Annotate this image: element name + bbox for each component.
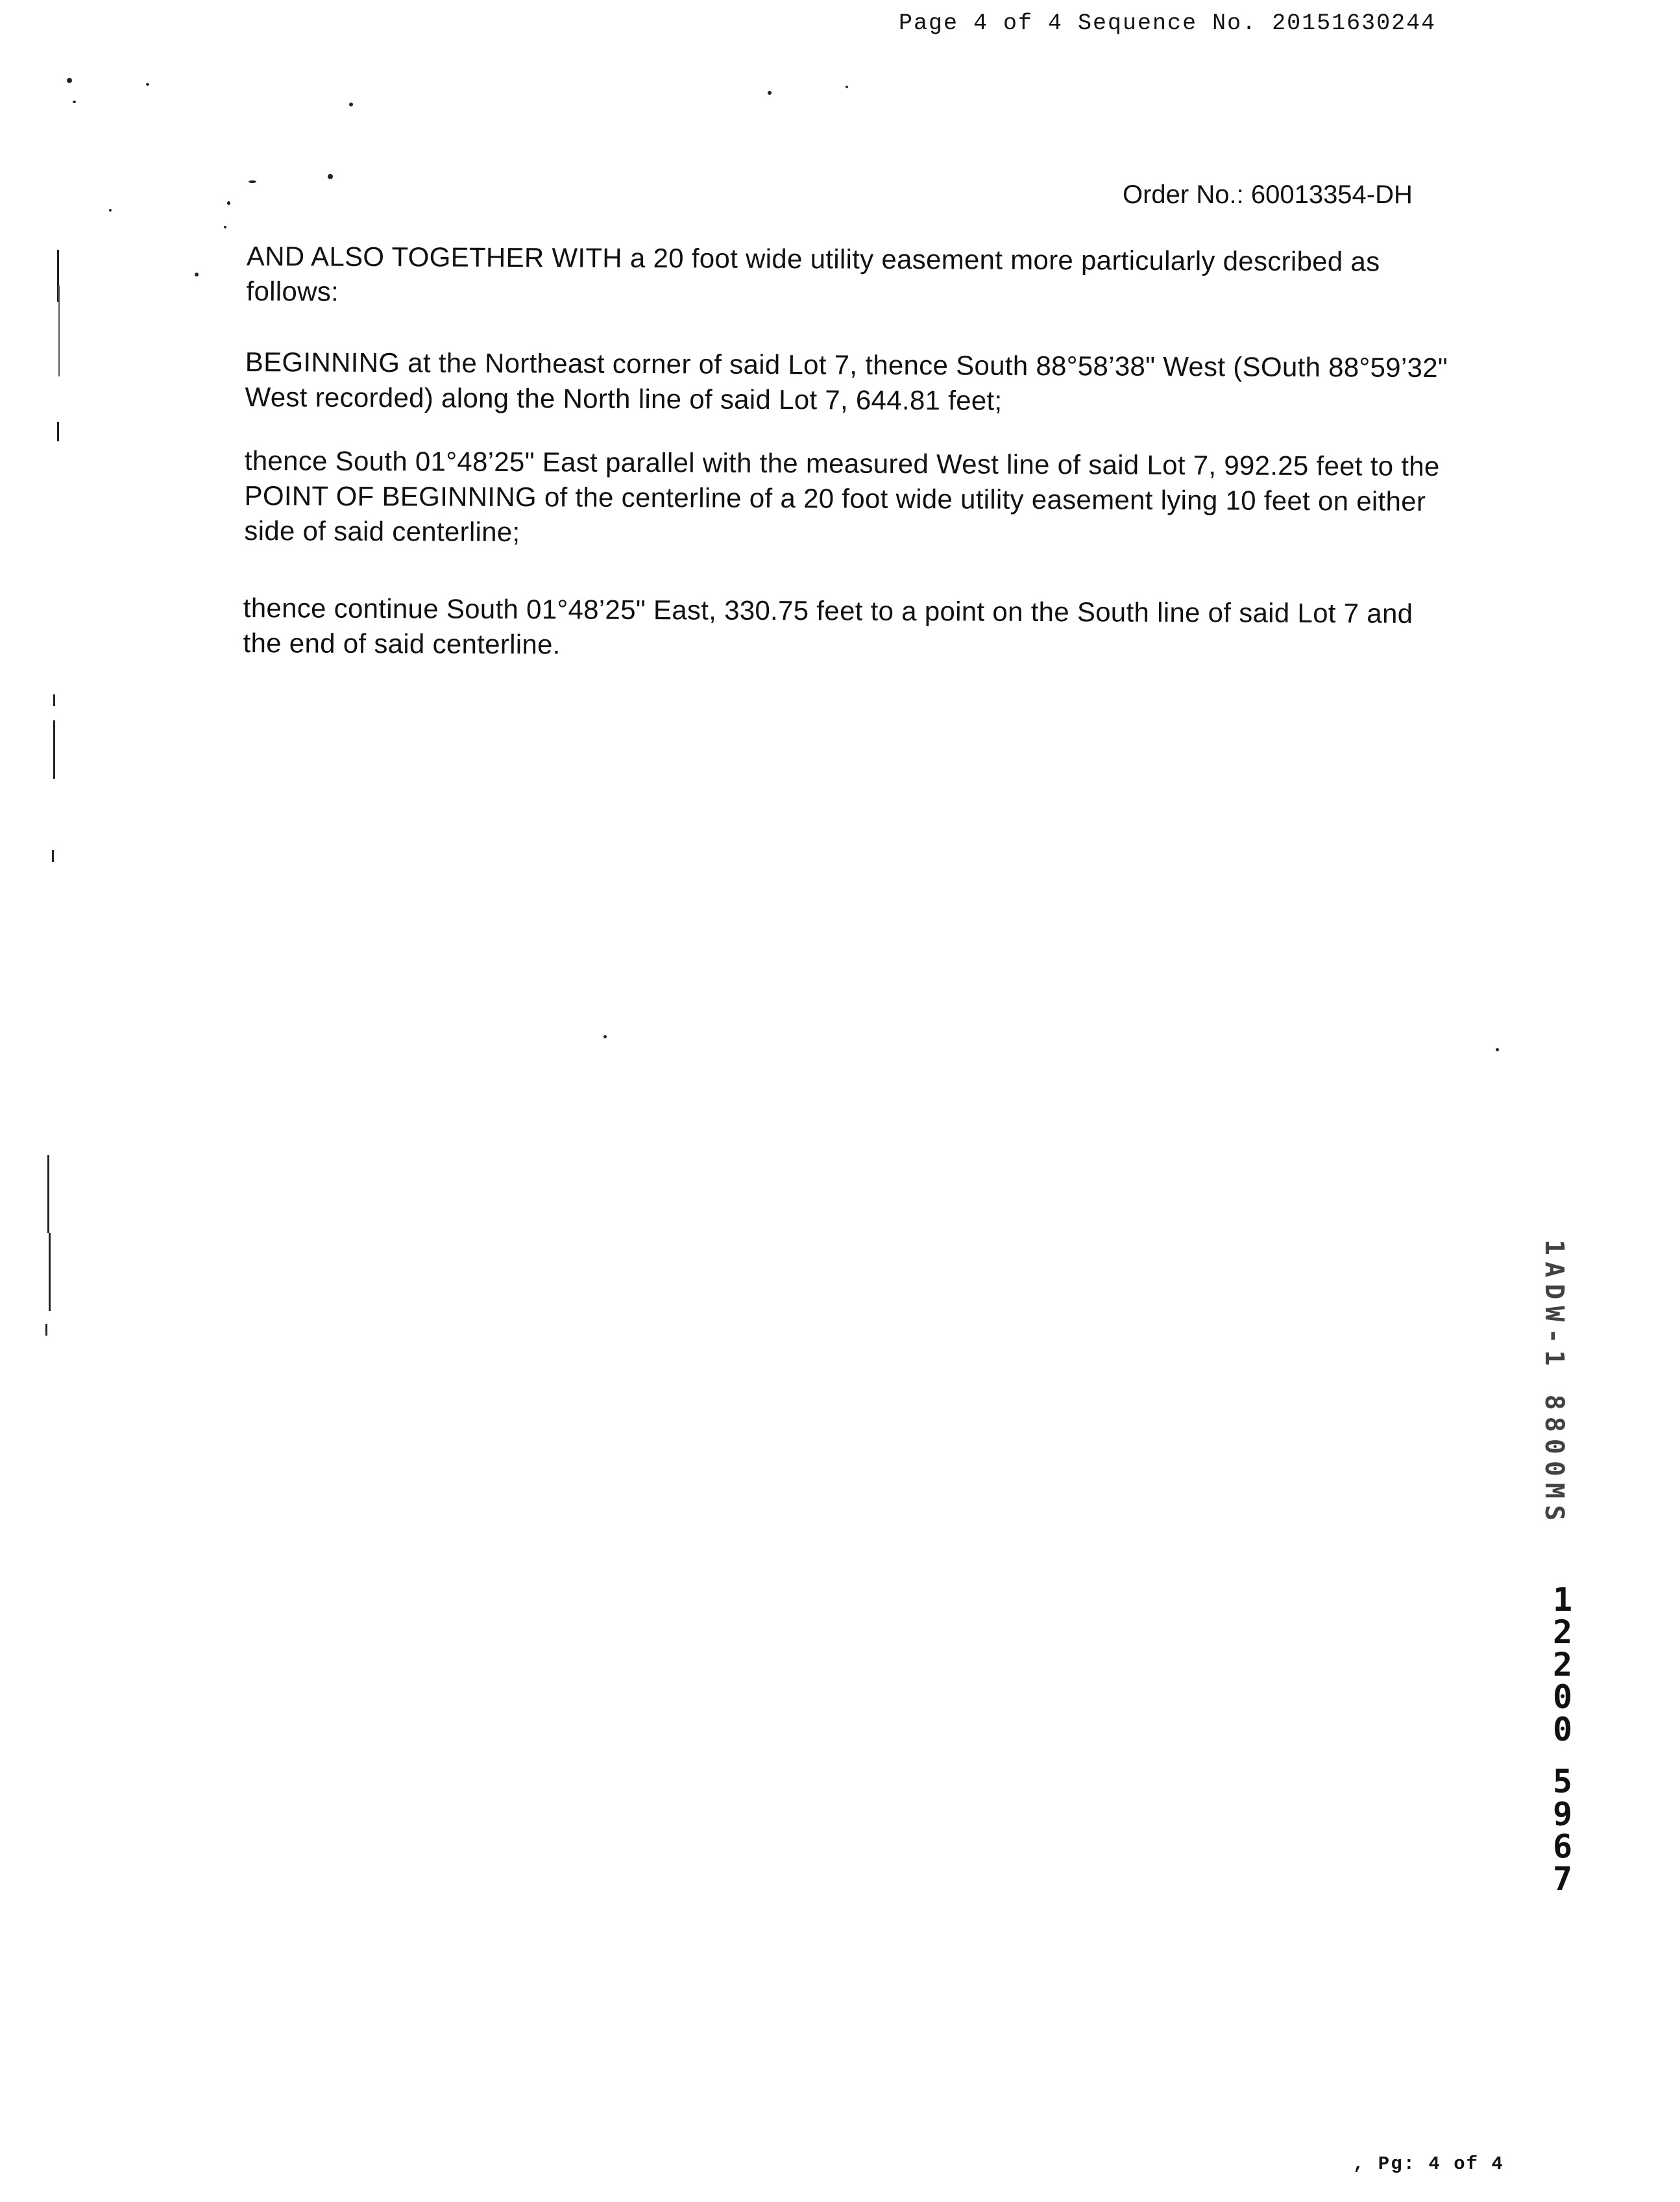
paragraph-thence-continue: thence continue South 01°48’25" East, 330.75 feet to a point on the South line of said Lot 7 and the end of said centerline. (243, 592, 1413, 660)
scan-artifact-speck (146, 83, 149, 86)
scan-artifact-line (53, 694, 55, 706)
scan-artifact-line (49, 1233, 51, 1311)
order-number: Order No.: 60013354-DH (1123, 180, 1413, 209)
stamp-char: 9 (1552, 1795, 1573, 1833)
margin-stamp-stack (1543, 1581, 1582, 1898)
scan-artifact-speck (227, 201, 230, 205)
margin-stamp-vertical (1535, 1240, 1580, 1528)
scan-artifact-speck (846, 86, 848, 88)
scan-artifact-speck (73, 101, 76, 103)
page-footer: , Pg: 4 of 4 (1353, 2153, 1504, 2175)
scan-artifact-line (53, 720, 55, 779)
scan-artifact-speck (349, 103, 353, 106)
paragraph-thence-south: thence South 01°48’25" East parallel with the measured West line of said Lot 7, 992.25 feet to the POINT OF BEGINNING of the centerline of a 20 foot wide utility easement lying 10 feet on either side of said centerline; (244, 445, 1440, 548)
margin-stamp-vertical-text: 1ADW-1 8800MS (1539, 1240, 1569, 1528)
stamp-char: 7 (1552, 1860, 1573, 1898)
scan-artifact-speck (1496, 1048, 1499, 1051)
scan-artifact-speck (603, 1035, 607, 1038)
paragraph-easement-intro: AND ALSO TOGETHER WITH a 20 foot wide utility easement more particularly described as follows: (246, 240, 1380, 307)
stamp-char: 0 (1552, 1711, 1573, 1748)
stamp-char: 2 (1552, 1646, 1573, 1683)
scan-artifact-speck (249, 180, 256, 183)
stamp-char: 1 (1552, 1581, 1573, 1619)
scan-artifact-speck (224, 226, 226, 228)
stamp-char: 2 (1552, 1613, 1573, 1651)
scan-artifact-speck (328, 174, 333, 179)
paragraph-beginning: BEGINNING at the Northeast corner of said Lot 7, thence South 88°58’38" West (SOuth 88°59’32" West recorded) along the North line of said Lot 7, 644.81 feet; (245, 346, 1448, 416)
scan-artifact-speck (109, 209, 112, 212)
stamp-char: 6 (1552, 1828, 1573, 1865)
scan-artifact-speck (195, 273, 199, 276)
page-sequence-header: Page 4 of 4 Sequence No. 20151630244 (899, 10, 1437, 36)
stamp-char: 0 (1552, 1678, 1573, 1716)
scan-artifact-line (58, 286, 60, 376)
stamp-char: 5 (1552, 1763, 1573, 1800)
scan-artifact-line (52, 850, 54, 862)
scan-artifact-speck (67, 78, 72, 83)
scan-artifact-speck (768, 91, 772, 95)
scan-artifact-line (47, 1155, 49, 1233)
scan-artifact-line (45, 1324, 47, 1336)
scan-artifact-line (57, 422, 59, 441)
